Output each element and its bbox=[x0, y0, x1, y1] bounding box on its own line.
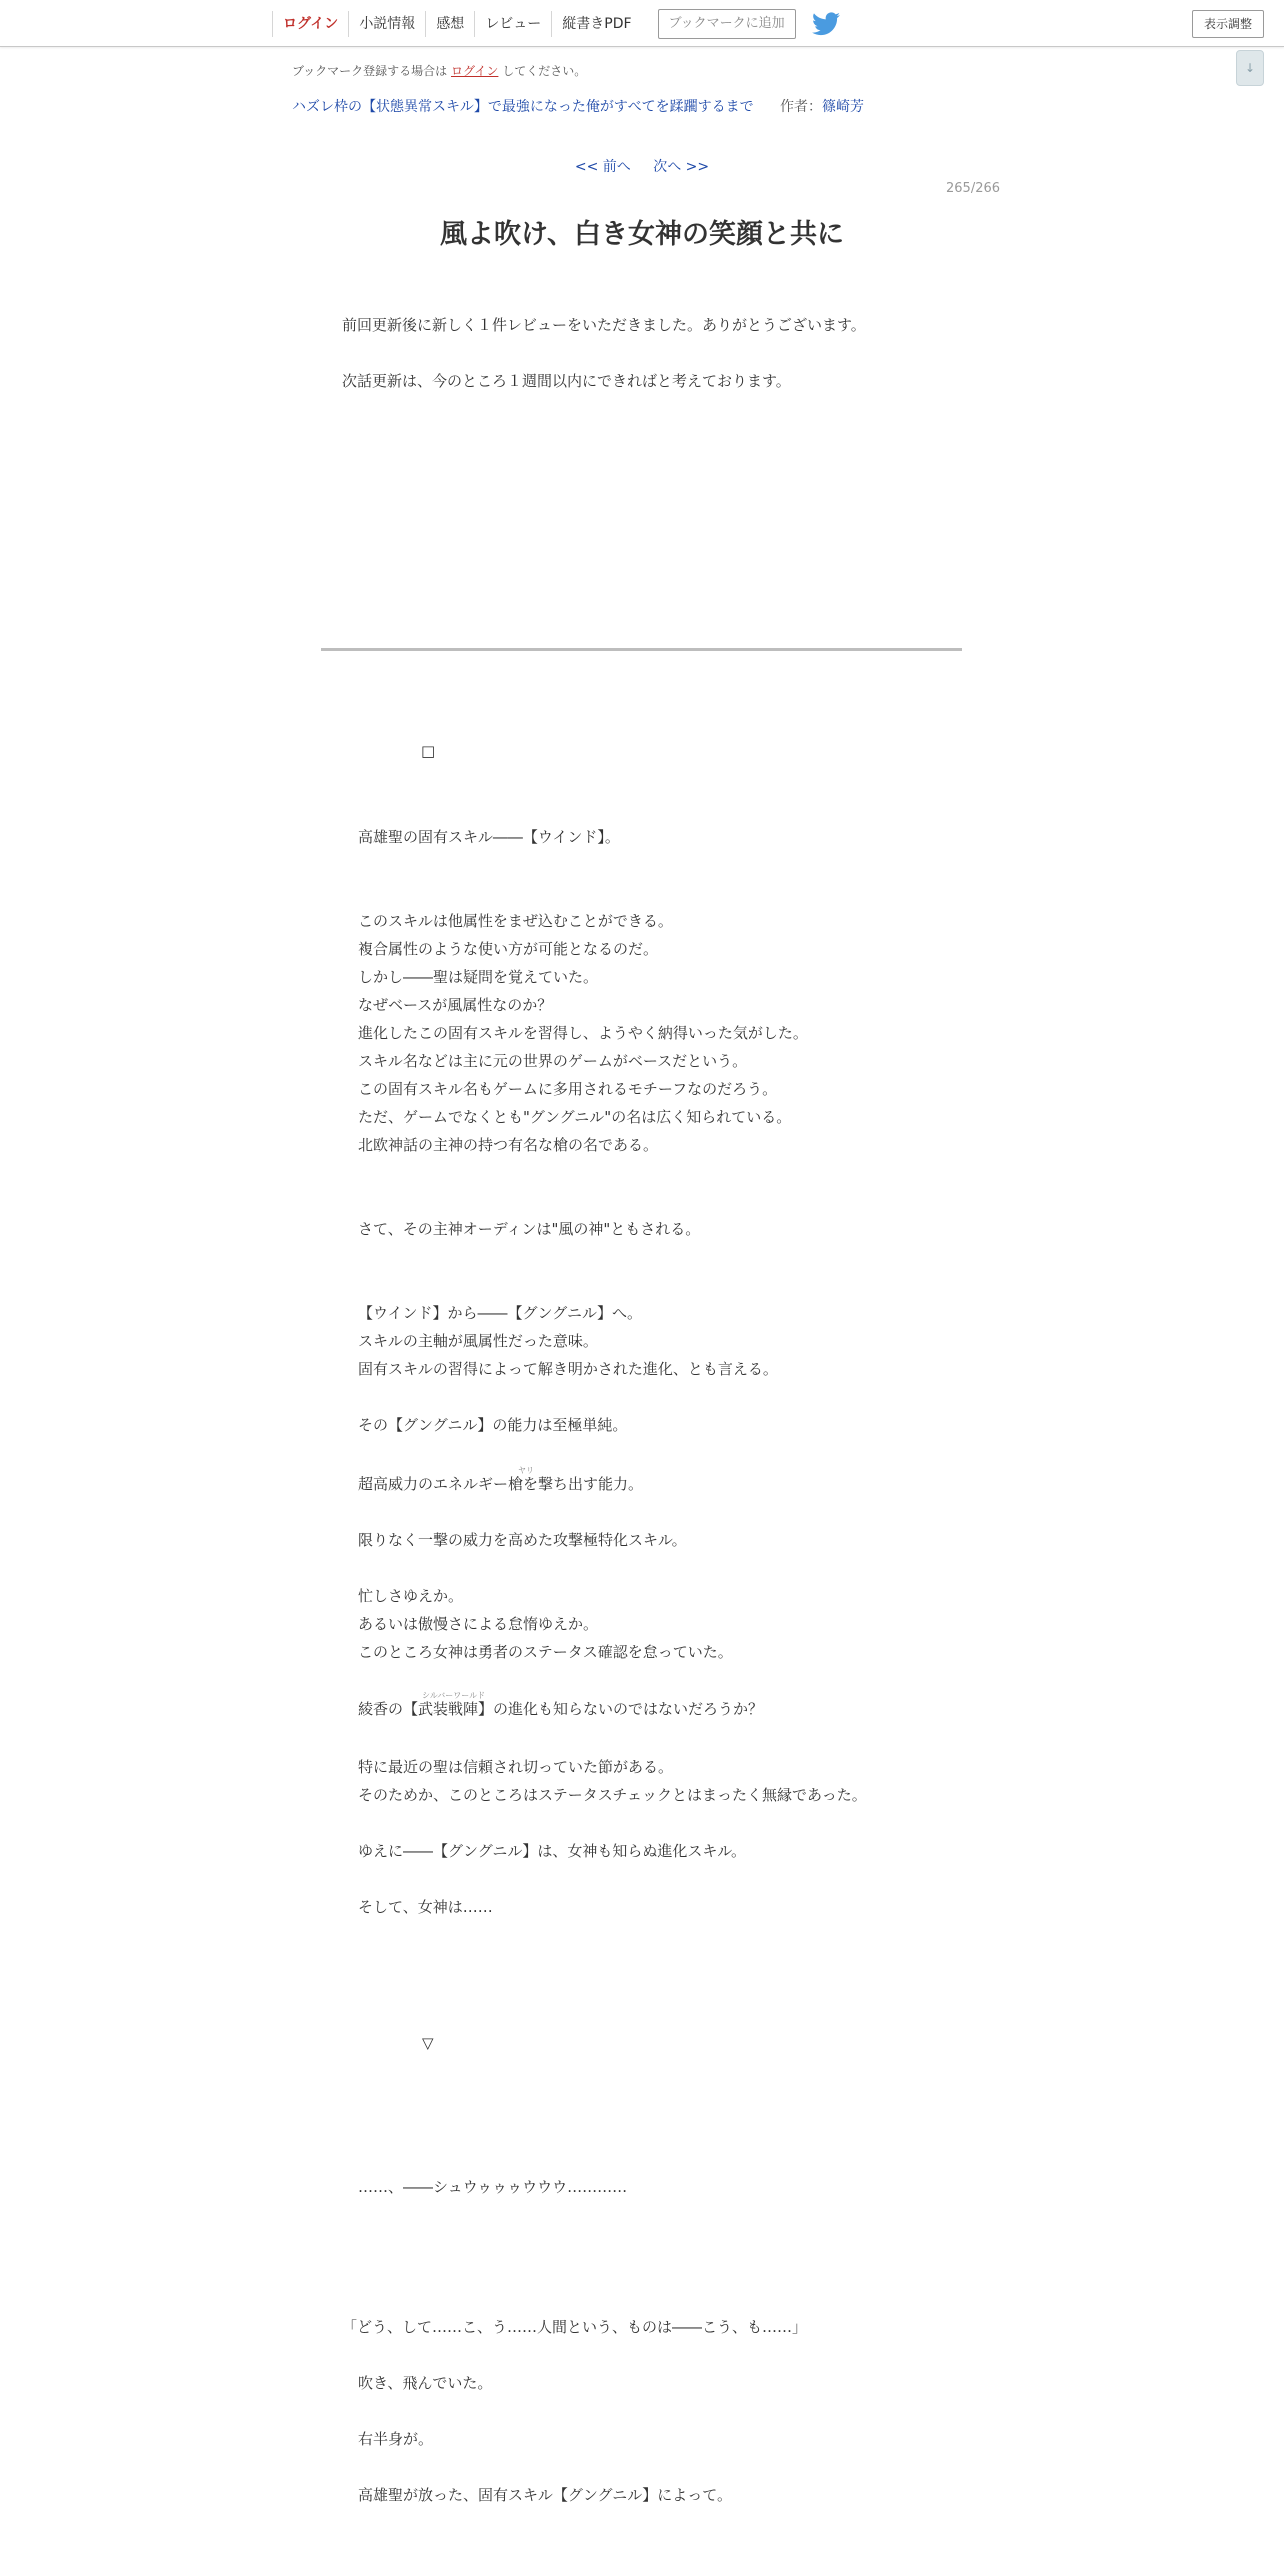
body-line: ……、――シュウゥゥゥウウウ………… bbox=[358, 2178, 628, 2196]
body-line: スキル名などは主に元の世界のゲームがベースだという。 bbox=[358, 1052, 748, 1070]
next-chapter-link[interactable]: 次へ >> bbox=[653, 159, 710, 175]
body-line: そのためか、このところはステータスチェックとはまったく無縁であった。 bbox=[358, 1786, 867, 1804]
author-label: 作者： bbox=[780, 99, 823, 115]
login-link[interactable]: ログイン bbox=[451, 64, 499, 78]
nav-impressions[interactable]: 感想 bbox=[425, 11, 474, 37]
novel-header bbox=[292, 96, 864, 116]
scroll-down-button[interactable]: ↓ bbox=[1236, 50, 1264, 86]
nav-review[interactable]: レビュー bbox=[474, 11, 551, 37]
body-line: 高雄聖が放った、固有スキル【グングニル】によって。 bbox=[358, 2486, 732, 2504]
login-note-prefix: ブックマーク登録する場合は bbox=[292, 64, 448, 78]
body-line: 複合属性のような使い方が可能となるのだ。 bbox=[358, 940, 659, 958]
body-line: さて、その主神オーディンは"風の神"ともされる。 bbox=[358, 1220, 701, 1238]
body-line: しかし――聖は疑問を覚えていた。 bbox=[358, 968, 599, 986]
body-line: ただ、ゲームでなくとも"グングニル"の名は広く知られている。 bbox=[358, 1108, 792, 1126]
chapter-pager bbox=[0, 156, 1284, 176]
body-line: 「どう、して……こ、う……人間という、ものは――こう、も……」 bbox=[342, 2318, 808, 2336]
body-line: 北欧神話の主神の持つ有名な槍の名である。 bbox=[358, 1136, 659, 1154]
body-line: 綾香の【武装戦陣】の進化も知らないのではないだろうか？ bbox=[358, 1700, 764, 1718]
body-line: スキルの主軸が風属性だった意味。 bbox=[358, 1332, 598, 1350]
login-note-suffix: してください。 bbox=[502, 64, 587, 78]
scene-mark: □ bbox=[421, 742, 436, 760]
section-divider bbox=[321, 648, 962, 651]
page-count: 265/266 bbox=[946, 181, 1001, 196]
prev-chapter-link[interactable]: << 前へ bbox=[574, 159, 631, 175]
body-line: 超高威力のエネルギー槍を撃ち出す能力。 bbox=[358, 1475, 644, 1493]
body-line: あるいは傲慢さによる怠惰ゆえか。 bbox=[358, 1615, 599, 1633]
body-line: 【ウインド】から――【グングニル】へ。 bbox=[358, 1304, 642, 1322]
body-line: 限りなく一撃の威力を高めた攻撃極特化スキル。 bbox=[358, 1531, 687, 1549]
nav-novel-info[interactable]: 小説情報 bbox=[348, 11, 425, 37]
body-line: 忙しさゆえか。 bbox=[358, 1587, 464, 1605]
add-bookmark-button[interactable]: ブックマークに追加 bbox=[658, 9, 796, 39]
ruby-annotation: ヤリ bbox=[518, 1466, 534, 1475]
body-line: このところ女神は勇者のステータス確認を怠っていた。 bbox=[358, 1643, 733, 1661]
preface-line: 次話更新は、今のところ１週間以内にできればと考えております。 bbox=[342, 372, 791, 390]
login-note bbox=[292, 62, 586, 79]
author-link[interactable]: 篠崎芳 bbox=[822, 99, 865, 115]
nav-login[interactable]: ログイン bbox=[272, 11, 348, 37]
body-line: 高雄聖の固有スキル――【ウインド】。 bbox=[358, 828, 620, 846]
body-line: この固有スキル名もゲームに多用されるモチーフなのだろう。 bbox=[358, 1080, 778, 1098]
body-line: ゆえに――【グングニル】は、女神も知らぬ進化スキル。 bbox=[358, 1842, 747, 1860]
body-line: その【グングニル】の能力は至極単純。 bbox=[358, 1416, 628, 1434]
scene-mark: ▽ bbox=[422, 2034, 434, 2052]
nav-menu bbox=[272, 10, 840, 38]
top-nav-bar bbox=[0, 0, 1284, 47]
body-line: 吹き、飛んでいた。 bbox=[358, 2374, 493, 2392]
novel-title-link[interactable]: ハズレ枠の【状態異常スキル】で最強になった俺がすべてを蹂躙するまで bbox=[292, 99, 754, 115]
chapter-title: 風よ吹け、白き女神の笑顔と共に bbox=[440, 219, 844, 250]
body-line: 特に最近の聖は信頼され切っていた節がある。 bbox=[358, 1758, 674, 1776]
body-line: 右半身が。 bbox=[358, 2430, 434, 2448]
ruby-annotation: シルバーワールド bbox=[422, 1691, 486, 1700]
preface-line: 前回更新後に新しく１件レビューをいただきました。ありがとうございます。 bbox=[342, 316, 866, 334]
body-line: なぜベースが風属性なのか？ bbox=[358, 996, 553, 1014]
display-settings-button[interactable]: 表示調整 bbox=[1192, 10, 1264, 38]
twitter-icon[interactable] bbox=[812, 12, 840, 36]
body-line: 固有スキルの習得によって解き明かされた進化、とも言える。 bbox=[358, 1360, 778, 1378]
body-line: そして、女神は…… bbox=[358, 1898, 493, 1916]
body-line: 進化したこの固有スキルを習得し、ようやく納得いった気がした。 bbox=[358, 1024, 808, 1042]
nav-vertical-pdf[interactable]: 縦書きPDF bbox=[551, 11, 641, 37]
body-line: このスキルは他属性をまぜ込むことができる。 bbox=[358, 912, 673, 930]
